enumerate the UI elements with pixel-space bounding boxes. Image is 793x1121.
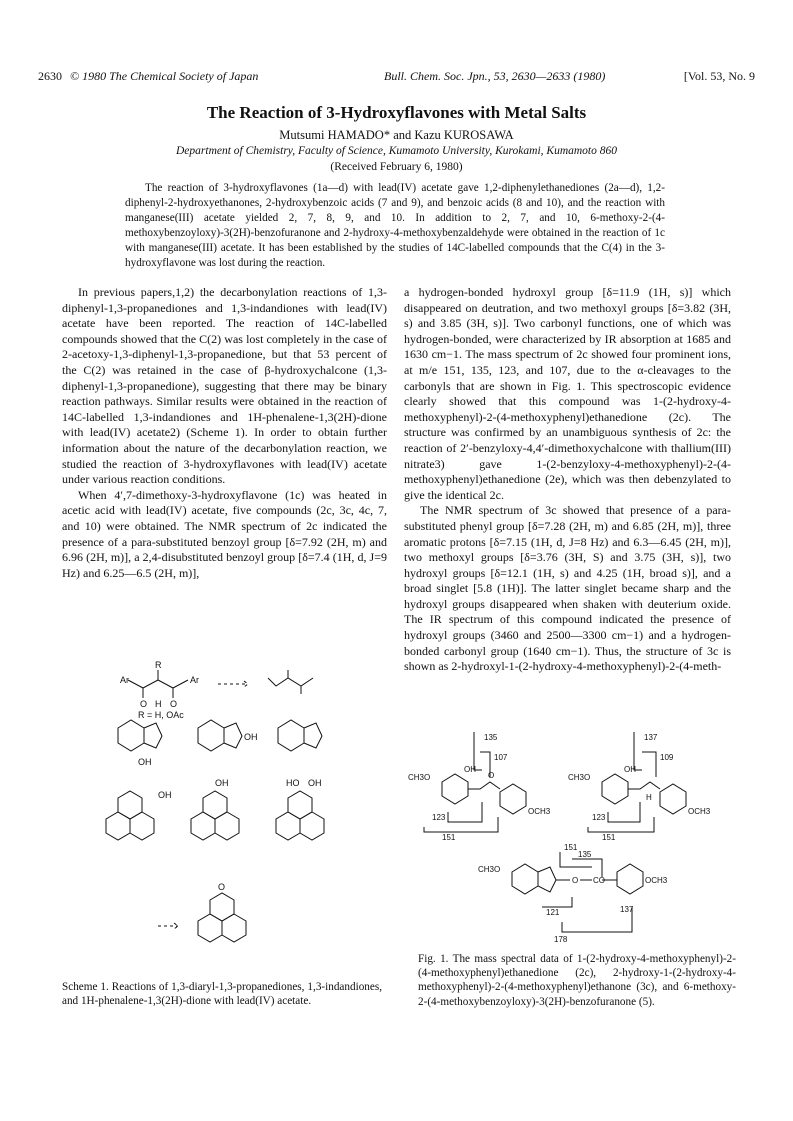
fig-label: OH	[464, 765, 476, 774]
fig-mass-value: 121	[546, 908, 560, 917]
copyright-line: © 1980 The Chemical Society of Japan	[70, 69, 259, 83]
journal-citation: Bull. Chem. Soc. Jpn., 53, 2630—2633 (1980)	[384, 69, 606, 83]
page-number: 2630	[38, 69, 62, 83]
article-title: The Reaction of 3-Hydroxyflavones with Metal Salts	[206, 103, 587, 122]
fig-mass-value: 135	[484, 733, 498, 742]
scheme-condition: R = H, OAc	[138, 710, 184, 720]
body-paragraph: The NMR spectrum of 3c showed that presence of a para-substituted phenyl group [δ=7.28 (2H, m) and 6.85 (2H, m)], three aromatic protons [δ=7.15 (1H, d, J=8 Hz) and 6.3—6.45 (2H, m)], two methoxyl groups [δ=3.76 (3H, S) and 3.75 (3H, s)], two hydroxyl groups [δ=12.1 (1H, s) and 4.25 (1H, broad s)], and a broad singlet [5.8 (1H)]. The latter singlet became sharp and the hydroxyl groups disappeared when shaken with deuterium oxide. The IR spectrum of this compound indicated the presence of hydroxyl groups (3460 and 2500—3300 cm−1) and a hydrogen-bonded carbonyl group (1640 cm−1). Thus, the structure of 3c is shown as 2-hydroxyl-1-(2-hydroxy-4-methoxyphenyl)-2-(4-meth-	[404, 503, 731, 674]
fig-mass-value: 151	[602, 833, 616, 842]
scheme-1-structures	[98, 660, 378, 978]
received-date: (Received February 6, 1980)	[330, 161, 463, 173]
scheme-label: OH	[138, 757, 152, 767]
body-paragraph: a hydrogen-bonded hydroxyl group [δ=11.9 (1H, s)] which disappeared on deutration, and two methoxyl groups [δ=3.82 (3H, s) and 3.85 (3H, s)]. Two carbonyl functions, one of which was hydrogen-bonded, were characterized by IR absorption at 1685 and 1630 cm−1. The mass spectrum of 2c showed four prominent ions, at m/e 151, 135, 123, and 107, due to the α-cleavages to the carbonyls that are shown in Fig. 1. This spectroscopic evidence clearly showed that this compound was 1-(2-hydroxy-4-methoxyphenyl)-2-(4-methoxyphenyl)ethanedione (2c). The structure was confirmed by an unambiguous synthesis of 2c: the reaction of 2′-benzyloxy-4,4′-dimethoxychalcone with thallium(III) nitrate3) gave 1-(2-benzyloxy-4-methoxyphenyl)-2-(4-methoxyphenyl)ethanedione (2e), which was then debenzylated to give the identical 2c.	[404, 285, 731, 502]
fig-label: OH	[624, 765, 636, 774]
body-paragraph: In previous papers,1,2) the decarbonylation reactions of 1,3-diphenyl-1,3-propanediones and 1,3-indandiones with lead(IV) acetate have been reported. The reaction of 14C-labelled compounds showed that the C(2) was lost completely in the case of 2-acetoxy-1,3-diphenyl-1,3-propanedione, but that 53 percent of the C(2) was retained in the case of β-hydroxychalcone (1,3-diphenyl-1,3-propanedione), suggesting that there may be binary reaction pathways. Similar results were obtained in the reaction of 14C-labelled 1,3-indandiones and 1H-phenalene-1,3(2H)-dione with lead(IV) acetate2) (Scheme 1). In order to obtain further information about the nature of the decarbonylation reaction, we studied the reaction of 3-hydroxyflavones with lead(IV) acetate under various reaction conditions.	[62, 285, 387, 487]
fig-label: CH3O	[408, 773, 431, 782]
scheme-label: H	[155, 699, 162, 709]
author-list: Mutsumi HAMADO* and Kazu KUROSAWA	[279, 128, 514, 142]
volume-issue: [Vol. 53, No. 9	[683, 69, 755, 83]
abstract: The reaction of 3-hydroxyflavones (1a—d) with lead(IV) acetate gave 1,2-diphenylethanediones (2a—d), 1,2-diphenyl-2-hydroxyethanones, 2-hydroxybenzoic acids (7 and 9), and benzoic acids (8 and 10), and the reaction with manganese(III) acetate yielded 2, 7, 8, 9, and 10. In addition to 2, 7, and 10, 6-methoxy-2-(4-methoxybenzoyloxy)-3(2H)-benzofuranone and 2-hydroxy-4-methoxybenzaldehyde were obtained in the reaction of 1c with manganese(III) acetate. It has been established by the studies of 14C-labelled compounds that the C(4) in the 3-hydroxyflavone was lost during the reaction.	[125, 182, 665, 270]
scheme-label: Ar	[190, 675, 199, 685]
fig-label: CO	[593, 876, 605, 885]
scheme-label: OH	[308, 778, 322, 788]
figure-1-caption: Fig. 1. The mass spectral data of 1-(2-hydroxy-4-methoxyphenyl)-2-(4-methoxyphenyl)ethanedione (2c), 2-hydroxy-1-(2-hydroxy-4-methoxyphenyl)-2-(4-methoxyphenyl)ethanone (3c), and 6-methoxy-2-(4-methoxybenzoyloxy)-3(2H)-benzofuranone (5).	[418, 953, 736, 1008]
fig-mass-value: 123	[592, 813, 606, 822]
fig-label: CH3O	[568, 773, 591, 782]
scheme-label: O	[170, 699, 178, 709]
body-column-left	[62, 285, 387, 655]
fig-mass-value: 151	[442, 833, 456, 842]
affiliation: Department of Chemistry, Faculty of Science, Kumamoto University, Kurokami, Kumamoto 860	[176, 145, 617, 157]
fig-mass-value: 109	[660, 753, 674, 762]
scheme-caption: Scheme 1. Reactions of 1,3-diaryl-1,3-propanediones, 1,3-indandiones, and 1H-phenalene-1,3(2H)-dione with lead(IV) acetate.	[62, 981, 382, 1008]
scheme-label: Ar	[120, 675, 129, 685]
fig-label: H	[646, 793, 652, 802]
fig-mass-value: 107	[494, 753, 508, 762]
fig-label: OCH3	[688, 807, 711, 816]
body-column-right	[404, 285, 731, 725]
fig-mass-value: 178	[554, 935, 568, 944]
fig-label: O	[488, 771, 495, 780]
fig-label: CH3O	[478, 865, 501, 874]
scheme-label: R	[155, 660, 162, 670]
scheme-label: HO	[286, 778, 300, 788]
figure-1-mass-spectra	[402, 732, 737, 950]
scheme-label: OH	[244, 732, 258, 742]
scheme-label: O	[218, 882, 226, 892]
fig-mass-value: 123	[432, 813, 446, 822]
fig-label: O	[572, 876, 579, 885]
fig-label: OCH3	[528, 807, 551, 816]
scheme-label: OH	[158, 790, 172, 800]
running-header	[38, 68, 755, 84]
fig-mass-value: 137	[620, 905, 634, 914]
fig-mass-value: 151	[564, 843, 578, 852]
scheme-label: OH	[215, 778, 229, 788]
fig-mass-value: 137	[644, 733, 658, 742]
fig-label: OCH3	[645, 876, 668, 885]
body-paragraph: When 4′,7-dimethoxy-3-hydroxyflavone (1c) was heated in acetic acid with lead(IV) acetate, five compounds (2c, 3c, 4c, 7, and 10) were obtained. The NMR spectrum of 2c indicated the presence of a para-substituted benzoyl group [δ=7.92 (2H, m) and 6.96 (2H, m)], a 2,4-disubstituted benzoyl group [δ=7.4 (1H, d, J=9 Hz) and 6.25—6.5 (2H, m)],	[62, 487, 387, 580]
fig-mass-value: 135	[578, 850, 592, 859]
scheme-label: O	[140, 699, 148, 709]
